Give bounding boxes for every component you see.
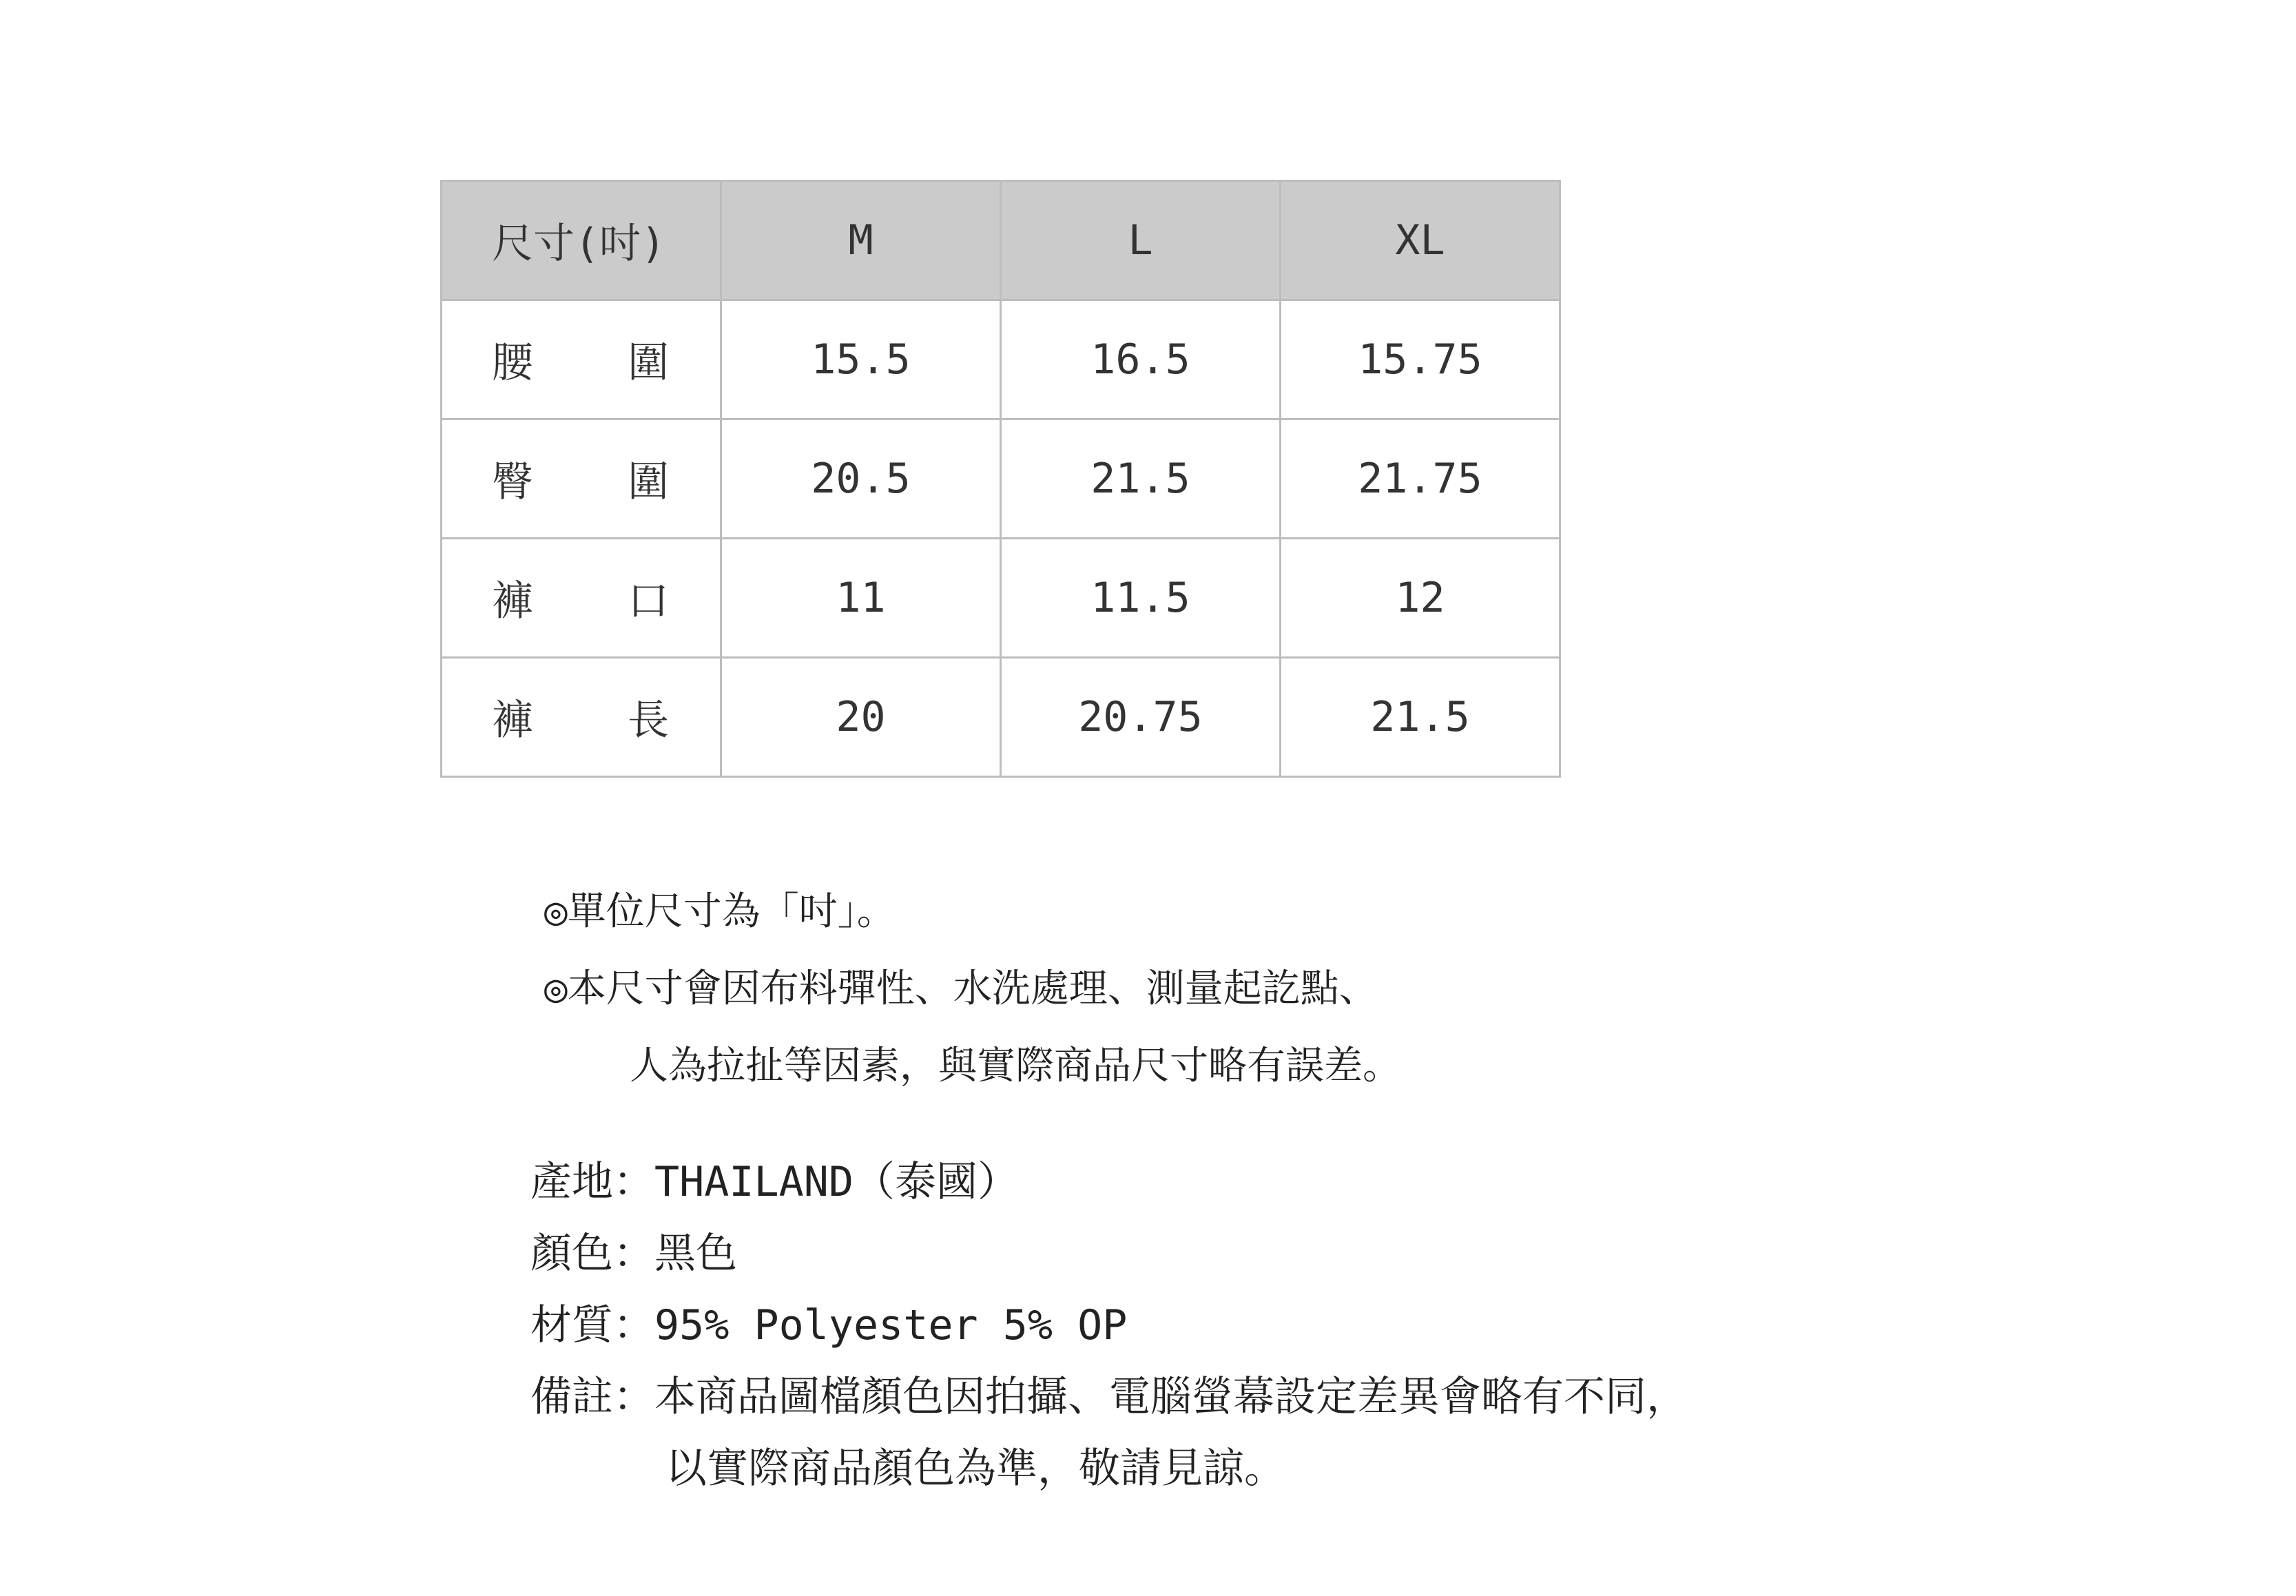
table-cell: 21.75: [1281, 419, 1560, 539]
table-cell: 12: [1281, 539, 1560, 658]
size-notes: [544, 873, 1401, 1105]
size-chart-table: [440, 180, 1561, 778]
table-cell: 20.75: [1001, 658, 1281, 777]
product-info: [530, 1146, 1688, 1504]
row-label-char: 長: [628, 696, 669, 745]
row-label-char: 腰: [492, 339, 533, 387]
row-label-char: 臀: [492, 458, 533, 506]
row-label-char: 褲: [492, 696, 533, 745]
table-row-length: [442, 658, 1560, 777]
header-size-l: L: [1001, 181, 1281, 300]
table-cell: 16.5: [1001, 300, 1281, 419]
table-header-row: [442, 181, 1560, 300]
row-label: [442, 658, 721, 777]
table-row-leg-opening: [442, 539, 1560, 658]
info-color: 顏色：黑色: [530, 1230, 737, 1278]
info-material: 材質：95% Polyester 5% OP: [530, 1301, 1128, 1349]
info-remark: 備註：本商品圖檔顏色因拍攝、電腦螢幕設定差異會略有不同，: [530, 1373, 1688, 1421]
row-label-char: 圍: [628, 339, 669, 387]
row-label-char: 口: [628, 577, 669, 625]
note-variance-continued: 人為拉扯等因素，與實際商品尺寸略有誤差。: [630, 1044, 1401, 1088]
row-label-char: 圍: [628, 458, 669, 506]
table-row-waist: [442, 300, 1560, 419]
header-size-m: M: [721, 181, 1001, 300]
note-variance: ◎本尺寸會因布料彈性、水洗處理、測量起訖點、: [544, 966, 1378, 1011]
table-row-hip: [442, 419, 1560, 539]
table-cell: 11.5: [1001, 539, 1281, 658]
info-origin: 產地：THAILAND（泰國）: [530, 1158, 1019, 1206]
row-label: [442, 300, 721, 419]
info-remark-continued: 以實際商品顏色為準，敬請見諒。: [665, 1444, 1285, 1493]
table-cell: 20.5: [721, 419, 1001, 539]
header-size-xl: XL: [1281, 181, 1560, 300]
table-cell: 21.5: [1001, 419, 1281, 539]
row-label: [442, 539, 721, 658]
header-size-unit: 尺寸(吋): [442, 181, 721, 300]
table-cell: 15.5: [721, 300, 1001, 419]
row-label: [442, 419, 721, 539]
table-cell: 11: [721, 539, 1001, 658]
table-cell: 21.5: [1281, 658, 1560, 777]
table-cell: 15.75: [1281, 300, 1560, 419]
row-label-char: 褲: [492, 577, 533, 625]
note-unit: ◎單位尺寸為「吋」。: [544, 889, 896, 934]
table-cell: 20: [721, 658, 1001, 777]
